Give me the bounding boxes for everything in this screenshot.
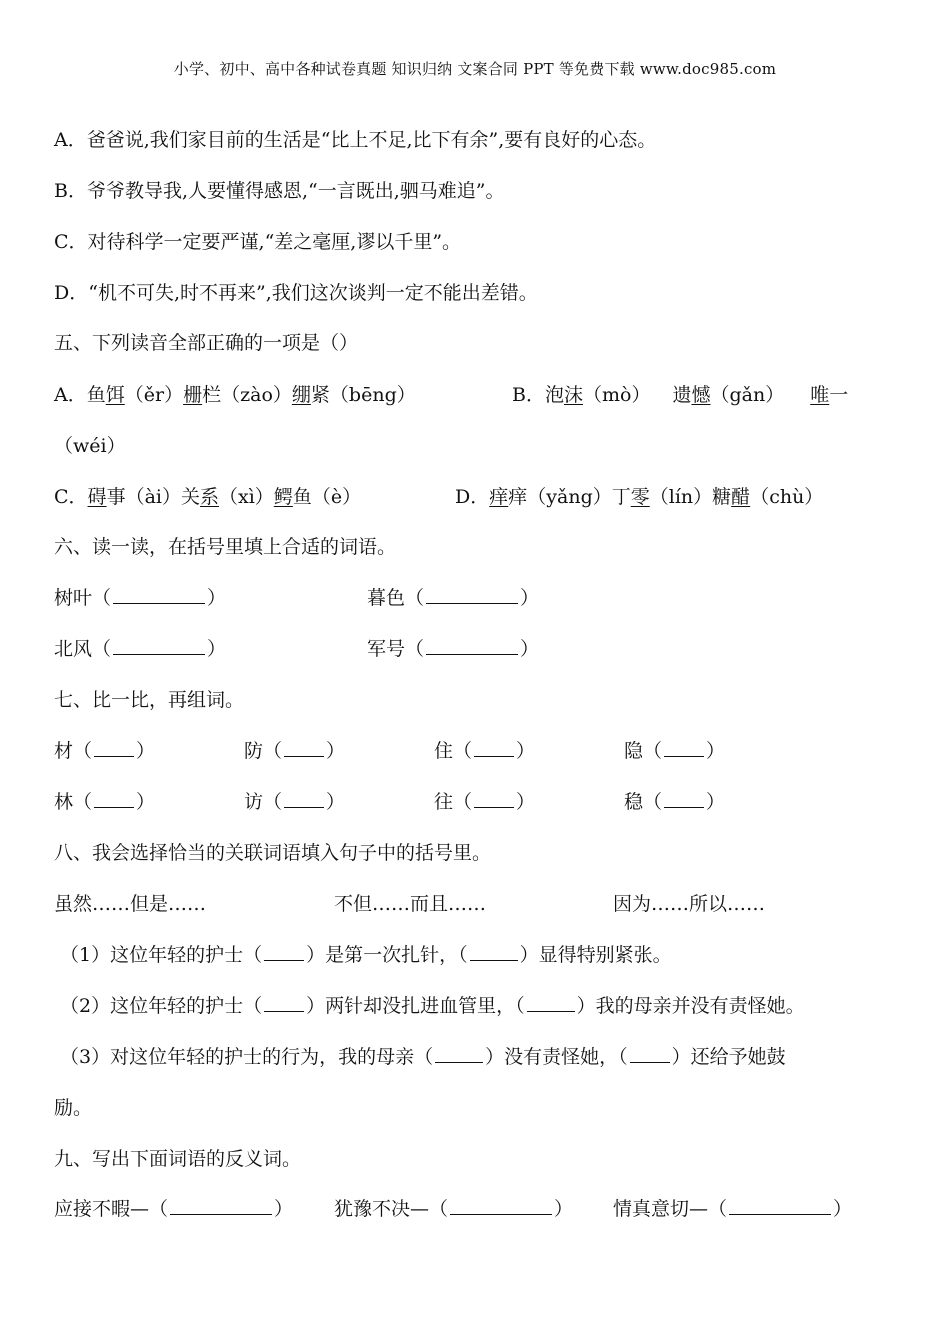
- q7-item: 林（ ）: [54, 791, 156, 813]
- q7-char: 访: [244, 791, 264, 813]
- q7-item: 访（ ）: [244, 791, 346, 813]
- q8-text: （1）这位年轻的护士（: [60, 944, 263, 966]
- q5-option-b-wrap: （wéi）: [54, 435, 126, 457]
- answer-blank[interactable]: [630, 1045, 670, 1063]
- q6-item: 暮色（ ）: [367, 587, 540, 609]
- q5-option-b: [512, 383, 848, 407]
- q5-a-char2: 栅: [183, 384, 203, 406]
- q7-item: 防（ ）: [244, 740, 346, 762]
- q5-d-prefix: D．: [455, 486, 490, 508]
- q7-item: 住（ ）: [434, 740, 536, 762]
- answer-blank[interactable]: [284, 790, 324, 808]
- q5-d-char3: 醋: [731, 486, 751, 508]
- option-b: B．爷爷教导我,人要懂得感恩,“一言既出,驷马难追”。: [54, 180, 505, 202]
- q9-item: 犹豫不决—（ ）: [334, 1198, 574, 1220]
- q5-b-pinyin2: （gǎn）: [710, 384, 785, 406]
- q5-c-text3: 鱼: [292, 486, 312, 508]
- q5-b-char3: 唯: [810, 384, 830, 406]
- answer-blank[interactable]: [94, 739, 134, 757]
- q5-a-text3: 紧: [310, 384, 330, 406]
- answer-blank[interactable]: [264, 994, 304, 1012]
- q9-word: 情真意切—: [613, 1198, 709, 1220]
- q7-item: 材（ ）: [54, 740, 156, 762]
- q5-a-char3: 绷: [291, 384, 311, 406]
- q9-word: 犹豫不决—: [334, 1198, 430, 1220]
- answer-blank[interactable]: [664, 790, 704, 808]
- q5-c-char3: 鳄: [273, 486, 293, 508]
- q5-b-text2: 遗: [672, 384, 692, 406]
- q8-option: 不但……而且……: [334, 893, 487, 915]
- answer-blank[interactable]: [284, 739, 324, 757]
- q9-title: 九、写出下面词语的反义词。: [54, 1148, 302, 1170]
- answer-blank[interactable]: [729, 1197, 831, 1215]
- q5-b-char2: 憾: [691, 384, 711, 406]
- q5-option-c: [54, 485, 361, 509]
- q5-d-text3: 糖: [712, 486, 732, 508]
- q7-char: 住: [434, 740, 454, 762]
- q5-title: 五、下列读音全部正确的一项是（）: [54, 332, 359, 354]
- q6-word: 树叶: [54, 587, 93, 609]
- q5-d-char2: 零: [630, 486, 650, 508]
- q5-c-text2: 关: [180, 486, 200, 508]
- q7-char: 隐: [624, 740, 644, 762]
- answer-blank[interactable]: [113, 637, 205, 655]
- q7-char: 林: [54, 791, 74, 813]
- q5-a-pinyin2: （zào）: [221, 384, 292, 406]
- q8-text: ）还给予她鼓: [671, 1046, 786, 1068]
- q8-sentence-3: [60, 1045, 786, 1069]
- q5-d-pinyin2: （lín）: [649, 486, 713, 508]
- q5-a-pinyin3: （bēng）: [329, 384, 416, 406]
- q5-b-prefix: B．泡: [512, 384, 564, 406]
- q7-char: 往: [434, 791, 454, 813]
- q5-option-a: [54, 383, 416, 407]
- q6-item: 树叶（ ）: [54, 587, 227, 609]
- answer-blank[interactable]: [170, 1197, 272, 1215]
- q5-c-pinyin2: （xì）: [219, 486, 274, 508]
- q5-a-text2: 栏: [202, 384, 222, 406]
- q7-item: 稳（ ）: [624, 791, 726, 813]
- q8-text: （3）对这位年轻的护士的行为，我的母亲（: [60, 1046, 434, 1068]
- q7-item: 隐（ ）: [624, 740, 726, 762]
- q5-d-pinyin3: （chù）: [750, 486, 824, 508]
- q9-item: 应接不暇—（ ）: [54, 1198, 294, 1220]
- q8-text: ）显得特别紧张。: [519, 944, 672, 966]
- q5-a-prefix: A．鱼: [54, 384, 106, 406]
- answer-blank[interactable]: [470, 943, 518, 961]
- page-header: 小学、初中、高中各种试卷真题 知识归纳 文案合同 PPT 等免费下载 www.doc985.com: [173, 60, 777, 78]
- answer-blank[interactable]: [435, 1045, 483, 1063]
- q8-text: ）我的母亲并没有责怪她。: [576, 995, 805, 1017]
- q8-text: ）是第一次扎针，（: [306, 944, 468, 966]
- answer-blank[interactable]: [664, 739, 704, 757]
- q6-item: 军号（ ）: [367, 638, 540, 660]
- answer-blank[interactable]: [474, 790, 514, 808]
- q8-sentence-2: [60, 994, 805, 1018]
- option-a: A．爸爸说,我们家目前的生活是“比上不足,比下有余”,要有良好的心态。: [54, 129, 657, 151]
- q5-option-d: [455, 485, 823, 509]
- q5-b-char1: 沫: [563, 384, 583, 406]
- answer-blank[interactable]: [113, 586, 205, 604]
- q5-c-char2: 系: [200, 486, 220, 508]
- q8-sentence-3-wrap: 励。: [54, 1097, 93, 1119]
- q5-d-pinyin1: （yǎng）: [527, 486, 612, 508]
- q8-option: 因为……所以……: [613, 893, 766, 915]
- answer-blank[interactable]: [426, 586, 518, 604]
- answer-blank[interactable]: [474, 739, 514, 757]
- q6-word: 北风: [54, 638, 93, 660]
- q5-d-char1: 痒: [489, 486, 509, 508]
- q5-b-pinyin1: （mò）: [582, 384, 651, 406]
- q5-d-text2: 丁: [611, 486, 631, 508]
- q6-title: 六、读一读，在括号里填上合适的词语。: [54, 536, 397, 558]
- answer-blank[interactable]: [264, 943, 304, 961]
- q8-text: ）两针却没扎进血管里，（: [306, 995, 525, 1017]
- q7-item: 往（ ）: [434, 791, 536, 813]
- q8-option: 虽然……但是……: [54, 893, 207, 915]
- q7-char: 稳: [624, 791, 644, 813]
- q5-c-prefix: C．: [54, 486, 88, 508]
- answer-blank[interactable]: [426, 637, 518, 655]
- q8-text: （2）这位年轻的护士（: [60, 995, 263, 1017]
- q5-c-pinyin1: （ài）: [125, 486, 181, 508]
- q9-word: 应接不暇—: [54, 1198, 150, 1220]
- q5-d-text1: 痒: [508, 486, 528, 508]
- q9-item: 情真意切—（ ）: [613, 1198, 853, 1220]
- q6-item: 北风（ ）: [54, 638, 227, 660]
- answer-blank[interactable]: [527, 994, 575, 1012]
- q8-sentence-1: [60, 943, 672, 967]
- answer-blank[interactable]: [450, 1197, 552, 1215]
- q7-char: 防: [244, 740, 264, 762]
- q5-c-pinyin3: （è）: [311, 486, 362, 508]
- answer-blank[interactable]: [94, 790, 134, 808]
- q7-char: 材: [54, 740, 74, 762]
- q8-text: ）没有责怪她，（: [485, 1046, 628, 1068]
- q6-word: 暮色: [367, 587, 406, 609]
- q5-a-char1: 饵: [105, 384, 125, 406]
- q6-word: 军号: [367, 638, 406, 660]
- q5-c-char1: 碍: [87, 486, 107, 508]
- q5-a-pinyin1: （ěr）: [124, 384, 184, 406]
- q5-b-text3: 一: [829, 384, 849, 406]
- q8-title: 八、我会选择恰当的关联词语填入句子中的括号里。: [54, 842, 492, 864]
- q5-c-text1: 事: [106, 486, 126, 508]
- option-d: D．“机不可失,时不再来”,我们这次谈判一定不能出差错。: [54, 282, 538, 304]
- option-c: C．对待科学一定要严谨,“差之毫厘,谬以千里”。: [54, 231, 462, 253]
- q7-title: 七、比一比，再组词。: [54, 689, 245, 711]
